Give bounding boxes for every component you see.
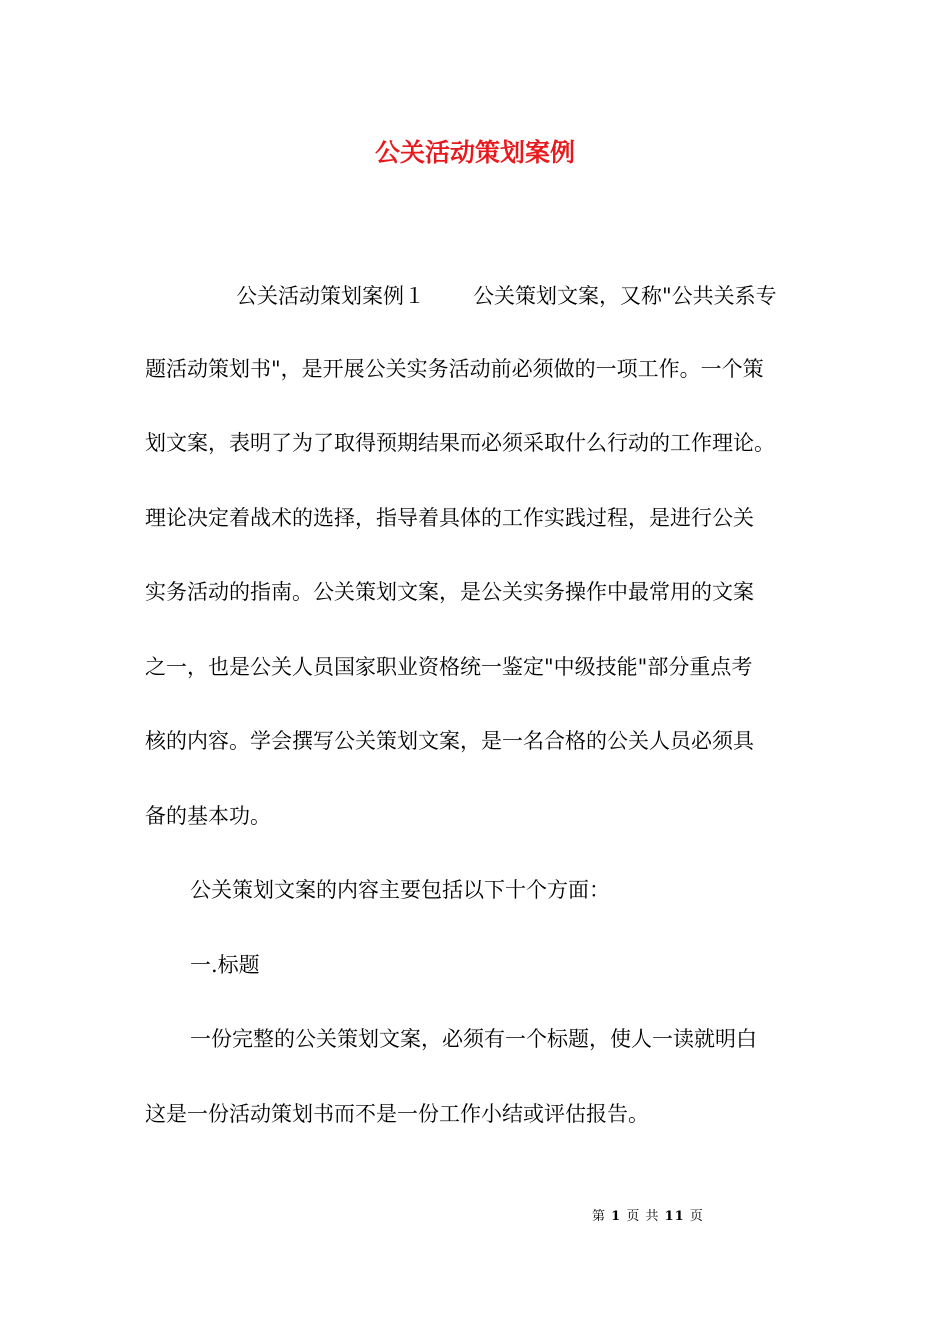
paragraph-line: 理论决定着战术的选择，指导着具体的工作实践过程，是进行公关: [145, 506, 754, 530]
paragraph-line: 之一，也是公关人员国家职业资格统一鉴定"中级技能"部分重点考: [145, 655, 753, 679]
paragraph-line: 实务活动的指南。公关策划文案，是公关实务操作中最常用的文案: [145, 580, 754, 604]
section-heading: 公关活动策划案例１: [236, 284, 425, 308]
paragraph-line: 核的内容。学会撰写公关策划文案，是一名合格的公关人员必须具: [145, 729, 754, 753]
paragraph-text: 公关策划文案，又称"公共关系专: [473, 284, 777, 308]
footer-page-number: 1: [611, 1209, 622, 1224]
paragraph-line: 这是一份活动策划书而不是一份工作小结或评估报告。: [145, 1102, 649, 1126]
paragraph-line: 备的基本功。: [145, 804, 271, 828]
paragraph-line: 一份完整的公关策划文案，必须有一个标题，使人一读就明白: [190, 1027, 757, 1051]
footer-suffix: 页: [689, 1209, 704, 1224]
paragraph-line: 公关策划文案的内容主要包括以下十个方面：: [190, 878, 610, 902]
page-footer: [592, 1208, 704, 1226]
footer-prefix: 第: [592, 1209, 607, 1224]
section-heading: 一.标题: [190, 953, 260, 977]
document-title: 公关活动策划案例: [374, 138, 575, 167]
paragraph-line: [236, 281, 777, 311]
paragraph-line: 划文案，表明了为了取得预期结果而必须采取什么行动的工作理论。: [145, 431, 775, 455]
paragraph-line: 题活动策划书"，是开展公关实务活动前必须做的一项工作。一个策: [145, 357, 764, 381]
footer-total-pages: 11: [664, 1209, 685, 1224]
footer-middle: 页 共: [626, 1209, 660, 1224]
